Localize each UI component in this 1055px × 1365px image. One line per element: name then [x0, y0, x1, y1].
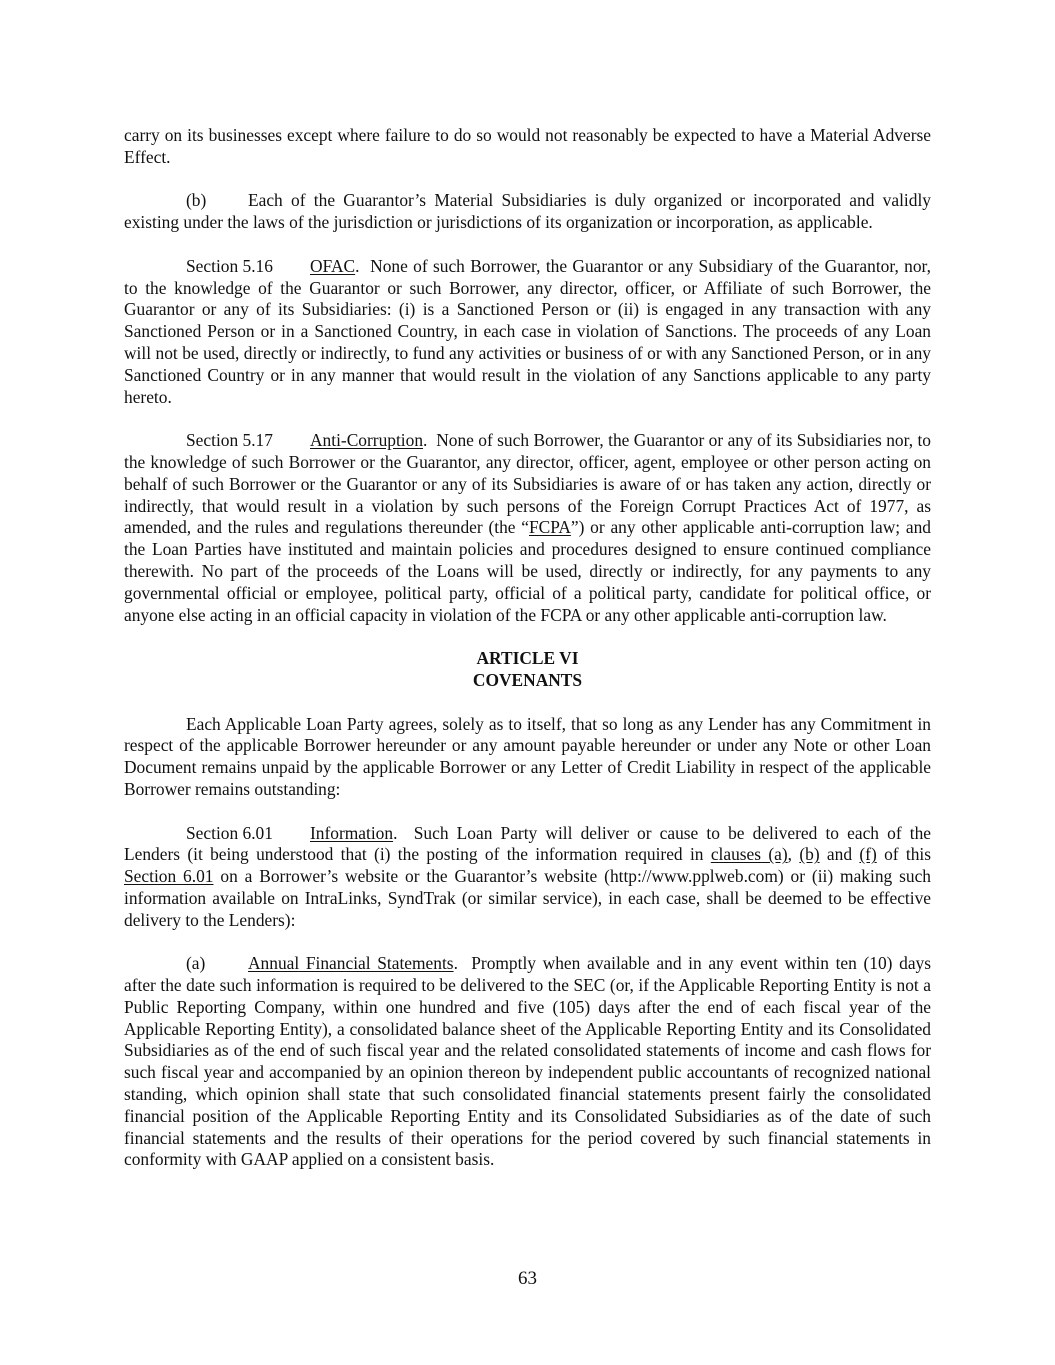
clause-a-title-punct: . [453, 953, 458, 974]
section-6-01-title-punct: . [393, 822, 398, 843]
section-5-17-label: Section 5.17 [186, 430, 273, 451]
paragraph-covenants-intro: Each Applicable Loan Party agrees, solely as to itself, that so long as any Lender has any Commitment in respect of the applicable Borrower hereunder or any amount payable hereunder or under any Note or other Loan Document remains unpaid by the applicable Borrower or any Letter of Credit Liability in respect of the applicable Borrower remains outstanding: [124, 713, 931, 799]
section-5-17 [124, 430, 931, 626]
cross-ref-section-6-01: Section 6.01 [124, 866, 214, 887]
article-number: ARTICLE VI [476, 648, 579, 669]
section-5-17-title-punct: . [423, 430, 428, 451]
article-heading [124, 648, 931, 692]
paragraph-material-subsidiaries [124, 190, 931, 234]
separator-2: and [819, 844, 860, 865]
defined-term-fcpa: FCPA [528, 517, 571, 538]
clause-label-b: (b) [186, 190, 207, 211]
separator-1: , [787, 844, 800, 865]
section-5-16-label: Section 5.16 [186, 255, 273, 276]
section-5-16-text: None of such Borrower, the Guarantor or any Subsidiary of the Guarantor, nor, to the knowledge of the Guarantor or such Borrower, any director, officer, or Affiliate of such Borrower, the Guarantor or any of its Subsidiaries: (i) is a Sanctioned Person or (ii) is engaged in any transaction with any Sanctioned Person or in a Sanctioned Country, in each case in violation of Sanctions. The proceeds of any Loan will not be used, directly or indirectly, to fund any activities or business of or with any Sanctioned Person, or in any Sanctioned Country or in any manner that would result in the violation of any Sanctions applicable to any party hereto. [124, 255, 931, 407]
cross-ref-clauses-a: clauses (a) [710, 844, 788, 865]
section-6-01-text-1: Such Loan Party will deliver or cause to be delivered to each of the Lenders (it being understood that (i) the posting of the information required in [124, 822, 932, 865]
cross-ref-clause-f: (f) [859, 844, 877, 865]
page-number: 63 [518, 1268, 537, 1289]
section-5-16 [124, 256, 931, 409]
section-5-16-title: OFAC [310, 255, 356, 276]
section-6-01-text-3: on a Borrower’s website or the Guarantor’s website (http://www.pplweb.com) or (ii) making such information available on IntraLinks, SyndTrak (or similar service), in each case, shall be deemed to be effective delivery to the Lenders): [124, 866, 931, 930]
clause-label-a: (a) [186, 953, 206, 974]
section-5-17-title: Anti-Corruption [310, 430, 424, 451]
cross-ref-clause-b: (b) [799, 844, 820, 865]
article-title: COVENANTS [472, 669, 583, 690]
clause-annual-financial-statements [124, 953, 931, 1171]
clause-a-text: Promptly when available and in any event within ten (10) days after the date such information is required to be delivered to the SEC (or, if the Applicable Reporting Entity is not a Public Reporting Company, within one hundred and five (105) days after the end of each fiscal year of the Applicable Reporting Entity), a consolidated balance sheet of the Applicable Reporting Entity and its Consolidated Subsidiaries as of the end of such fiscal year and the related consolidated statements of income and cash flows for such fiscal year and accompanied by an opinion thereon by independent public accountants of recognized national standing, which opinion shall state that such consolidated financial statements present fairly the consolidated financial position of the Applicable Reporting Entity and its Consolidated Subsidiaries as of the date of such financial statements and the results of their operations for the period covered by such financial statements in conformity with GAAP applied on a consistent basis. [124, 953, 931, 1170]
document-page [124, 125, 931, 1193]
section-5-17-text-2: ”) or any other applicable anti-corruption law; and the Loan Parties have instituted and maintain policies and procedures designed to ensure continued compliance therewith. No part of the proceeds of the Loans will be used, directly or indirectly, for any payments to any governmental official or employee, political party, official of a political party, candidate for political office, or anyone else acting in an official capacity in violation of the FCPA or any other applicable anti-corruption law. [124, 517, 931, 625]
section-6-01-text-2: of this [876, 844, 932, 865]
clause-a-title: Annual Financial Statements [248, 953, 454, 974]
paragraph-carry-on: carry on its businesses except where failure to do so would not reasonably be expected to have a Material Adverse Effect. [124, 125, 931, 167]
section-6-01-label: Section 6.01 [186, 822, 273, 843]
section-6-01-title: Information [310, 822, 394, 843]
section-5-16-title-punct: . [355, 255, 360, 276]
clause-b-text: Each of the Guarantor’s Material Subsidiaries is duly organized or incorporated and validly existing under the laws of the jurisdiction or jurisdictions of its organization or incorporation, as applicable. [124, 190, 931, 233]
section-5-17-text-1: None of such Borrower, the Guarantor or any of its Subsidiaries nor, to the knowledge of such Borrower or the Guarantor, any director, officer, agent, employee or other person acting on behalf of such Borrower or the Guarantor or any of its Subsidiaries is aware of or has taken any action, directly or indirectly, that would result in a violation by such persons of the Foreign Corrupt Practices Act of 1977, as amended, and the rules and regulations thereunder (the “ [124, 430, 931, 538]
section-6-01 [124, 823, 931, 932]
